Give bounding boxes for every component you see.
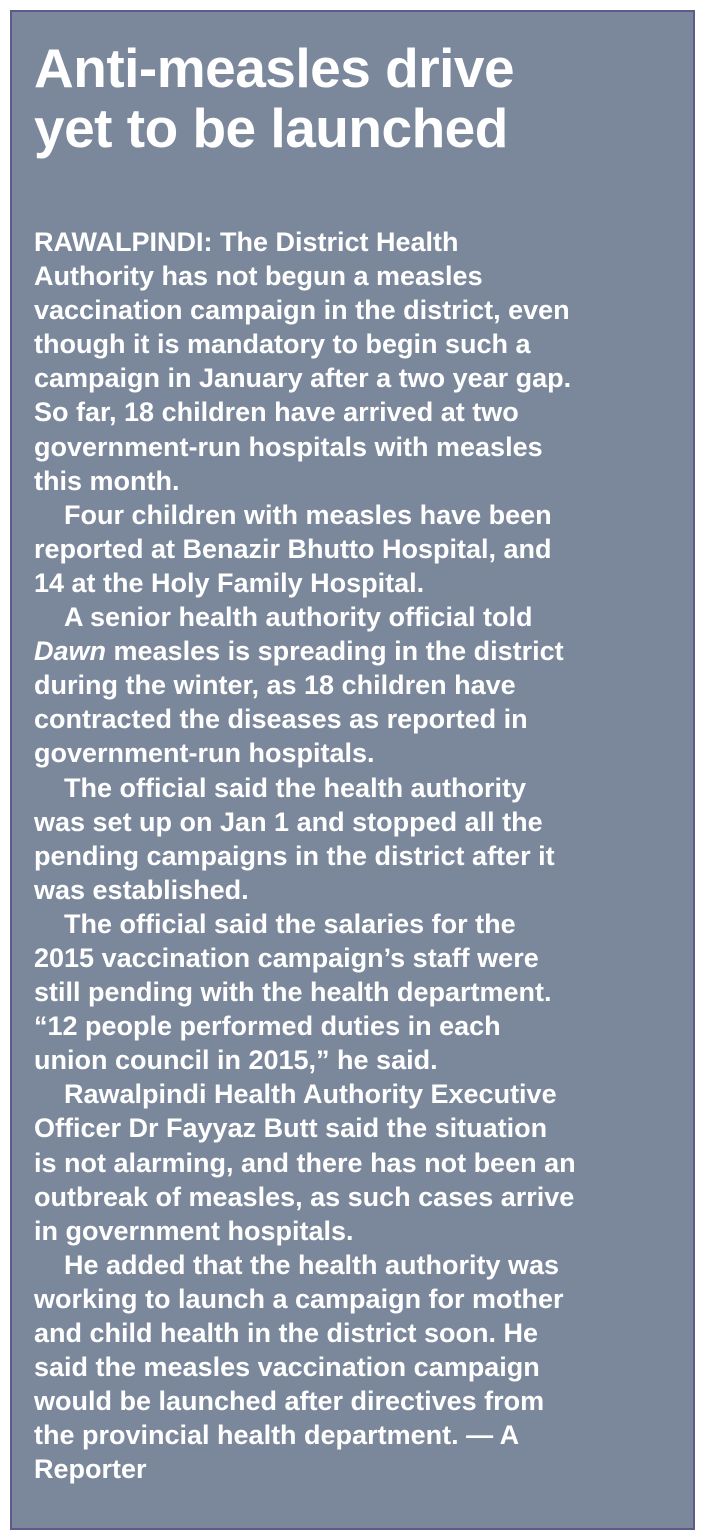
body-line: outbreak of measles, as such cases arrive <box>34 1181 575 1212</box>
body-line: government-run hospitals with measles <box>34 431 543 462</box>
newspaper-name: Dawn <box>34 636 107 667</box>
body-line: would be launched after directives from <box>34 1386 545 1417</box>
body-line-rest: measles is spreading in the district <box>106 636 564 667</box>
body-line: Four children with measles have been <box>64 499 552 530</box>
body-line: said the measles vaccination campaign <box>34 1352 540 1383</box>
news-box <box>10 10 695 1530</box>
body-line: government-run hospitals. <box>34 738 375 769</box>
body-line: this month. <box>34 465 180 496</box>
body-line: pending campaigns in the district after it <box>34 840 555 871</box>
body-line: Officer Dr Fayyaz Butt said the situation <box>34 1113 548 1144</box>
body-line: The official said the health authority <box>64 772 527 803</box>
body-line: and child health in the district soon. He <box>34 1318 539 1348</box>
body-line: in government hospitals. <box>34 1215 354 1246</box>
byline: Reporter <box>34 1454 147 1485</box>
body-line: 14 at the Holy Family Hospital. <box>34 567 425 598</box>
body-line: was set up on Jan 1 and stopped all the <box>34 806 543 837</box>
body-line: still pending with the health department. <box>34 977 552 1008</box>
body-line: the provincial health department. — A <box>34 1420 520 1451</box>
body-line: Rawalpindi Health Authority Executive <box>64 1079 557 1110</box>
body-line: Authority has not begun a measles <box>34 261 483 292</box>
body-line: though it is mandatory to begin such a <box>34 329 531 360</box>
body-line: So far, 18 children have arrived at two <box>34 397 519 428</box>
body-line: vaccination campaign in the district, even <box>34 295 570 326</box>
body-line: contracted the diseases as reported in <box>34 704 528 735</box>
body-line: The official said the salaries for the <box>64 908 516 939</box>
headline-line: Anti-measles drive <box>34 37 515 99</box>
body-line: campaign in January after a two year gap. <box>34 363 572 394</box>
body-line <box>34 634 694 668</box>
article-body <box>34 225 694 1486</box>
body-line: He added that the health authority was <box>64 1249 560 1280</box>
body-line: was established. <box>34 874 249 905</box>
headline <box>34 38 674 158</box>
body-line: A senior health authority official told <box>64 602 533 633</box>
headline-line: yet to be launched <box>34 97 508 159</box>
body-line: 2015 vaccination campaign’s staff were <box>34 942 539 973</box>
body-line: during the winter, as 18 children have <box>34 670 516 701</box>
body-line: union council in 2015,” he said. <box>34 1045 438 1076</box>
body-line: reported at Benazir Bhutto Hospital, and <box>34 533 552 564</box>
body-line: is not alarming, and there has not been an <box>34 1147 576 1178</box>
body-line: working to launch a campaign for mother <box>34 1283 564 1314</box>
body-line: “12 people performed duties in each <box>34 1011 501 1042</box>
body-line: RAWALPINDI: The District Health <box>34 227 459 257</box>
